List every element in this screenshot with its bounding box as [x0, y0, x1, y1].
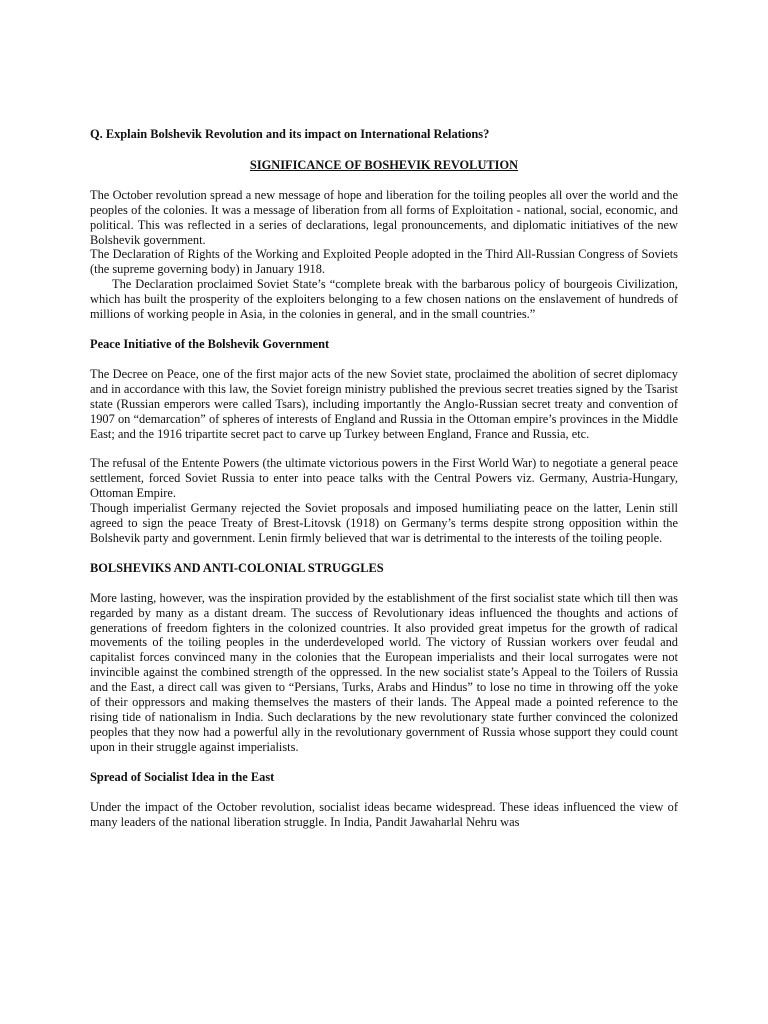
question-heading: Q. Explain Bolshevik Revolution and its impact on International Relations?: [90, 127, 490, 141]
peace-heading: Peace Initiative of the Bolshevik Government: [90, 336, 330, 351]
spacer: [90, 546, 678, 561]
socialist-heading: Spread of Socialist Idea in the East: [90, 769, 275, 784]
significance-paragraph-3: The Declaration proclaimed Soviet State’s “complete break with the barbarous policy of bourgeois Civilization, which has built the prosperity of the exploiters belonging to a few chosen nations on the enslavement of hundreds of millions of working people in Asia, in the colonies in general, and in the small countries.”: [90, 277, 678, 322]
significance-paragraph-2: The Declaration of Rights of the Working and Exploited People adopted in the Third All-Russian Congress of Soviets (the supreme governing body) in January 1918.: [90, 247, 678, 277]
peace-paragraph-2: The refusal of the Entente Powers (the ultimate victorious powers in the First World War) to negotiate a general peace settlement, forced Soviet Russia to enter into peace talks with the Central Powers viz. Germany, Austria-Hungary, Ottoman Empire.: [90, 456, 678, 501]
socialist-paragraph-1: Under the impact of the October revolution, socialist ideas became widespread. These ideas influenced the view of many leaders of the national liberation struggle. In India, Pandit Jawaharlal Nehru was: [90, 799, 678, 829]
spacer: [90, 322, 678, 337]
document-page: [90, 127, 678, 829]
section-title: SIGNIFICANCE OF BOSHEVIK REVOLUTION: [249, 157, 519, 172]
anticolonial-heading: BOLSHEVIKS AND ANTI-COLONIAL STRUGGLES: [90, 560, 384, 575]
peace-paragraph-1: The Decree on Peace, one of the first major acts of the new Soviet state, proclaimed the abolition of secret diplomacy and in accordance with this law, the Soviet foreign ministry published the previous secret treaties signed by the Tsarist state (Russian emperors were called Tsars), including importantly the Anglo-Russian secret treaty and convention of 1907 on “demarcation” of spheres of interests of England and Russia in the Ottoman empire’s provinces in the Middle East; and the 1916 tripartite secret pact to carve up Turkey between England, France and Russia, etc.: [90, 366, 678, 441]
spacer: [90, 755, 678, 770]
significance-paragraph-1: The October revolution spread a new message of hope and liberation for the toiling peoples all over the world and the peoples of the colonies. It was a message of liberation from all forms of Exploitation - national, social, economic, and political. This was reflected in a series of declarations, legal pronouncements, and diplomatic initiatives of the new Bolshevik government.: [90, 187, 678, 247]
anticolonial-paragraph-1: More lasting, however, was the inspiration provided by the establishment of the first socialist state which till then was regarded by many as a distant dream. The success of Revolutionary ideas influenced the thoughts and actions of generations of freedom fighters in the colonized countries. It also provided great impetus for the growth of radical movements of the toiling peoples in the underdeveloped world. The victory of Russian workers over feudal and capitalist forces convinced many in the colonies that the European imperialists and their local surrogates were not invincible against the combined strength of the oppressed. In the new socialist state’s Appeal to the Toilers of Russia and the East, a direct call was given to “Persians, Turks, Arabs and Hindus” to lose no time in throwing off the yoke of their oppressors and making themselves the masters of their lands. The Appeal made a pointed reference to the rising tide of nationalism in India. Such declarations by the new revolutionary state further convinced the colonized peoples that they now had a powerful ally in the revolutionary government of Russia whose support they could count upon in their struggle against imperialists.: [90, 590, 678, 754]
peace-paragraph-3: Though imperialist Germany rejected the Soviet proposals and imposed humiliating peace on the latter, Lenin still agreed to sign the peace Treaty of Brest-Litovsk (1918) on Germany’s terms despite strong opposition within the Bolshevik party and government. Lenin firmly believed that war is detrimental to the interests of the toiling people.: [90, 501, 678, 545]
spacer: [90, 441, 678, 456]
